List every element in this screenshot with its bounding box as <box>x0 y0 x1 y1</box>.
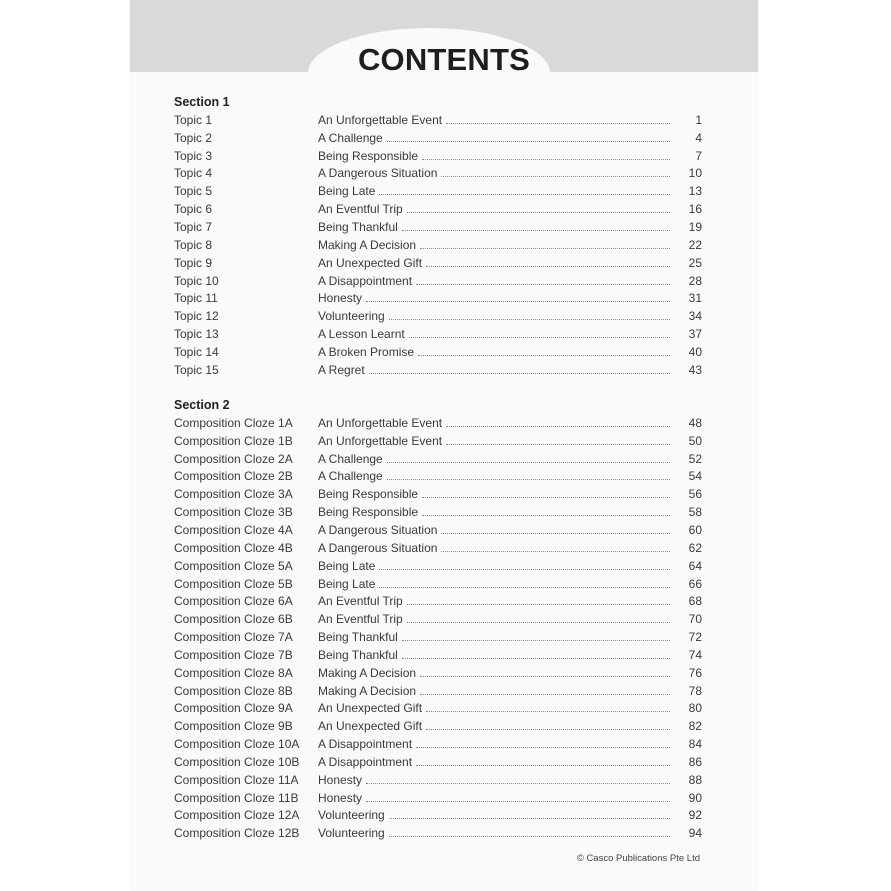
toc-entry-page-number: 58 <box>688 505 702 520</box>
toc-entry-page-number: 62 <box>688 540 702 555</box>
toc-entry-title: Volunteering <box>318 826 385 841</box>
toc-entry <box>174 717 702 735</box>
toc-entry <box>174 325 702 343</box>
toc-entry-title: Being Thankful <box>318 219 398 234</box>
toc-entry-label: Composition Cloze 12A <box>174 808 300 823</box>
toc-entry-label: Composition Cloze 8A <box>174 665 293 680</box>
toc-entry <box>174 361 702 379</box>
toc-entry <box>174 664 702 682</box>
dot-leader <box>379 586 670 588</box>
toc-entry-title: A Disappointment <box>318 273 413 288</box>
toc-entry-title: Volunteering <box>318 309 385 324</box>
toc-entry-label: Composition Cloze 6A <box>174 594 293 609</box>
dot-leader <box>387 461 670 463</box>
toc-entry-label: Composition Cloze 1A <box>174 415 293 430</box>
toc-entry-page-number: 80 <box>688 701 702 716</box>
dot-leader <box>389 318 670 320</box>
toc-entry-title: Making A Decision <box>318 237 417 252</box>
dot-leader <box>409 336 670 338</box>
toc-entry-label: Composition Cloze 5B <box>174 576 293 591</box>
toc-entry-page-number: 48 <box>688 415 702 430</box>
toc-entry-title: Being Late <box>318 184 376 199</box>
toc-entry <box>174 432 702 450</box>
toc-entry-title: Being Responsible <box>318 487 419 502</box>
toc-entry-label: Topic 7 <box>174 219 213 234</box>
toc-entry-page-number: 52 <box>688 451 702 466</box>
toc-entry <box>174 628 702 646</box>
toc-entry-label: Topic 14 <box>174 344 219 359</box>
dot-leader <box>422 514 670 516</box>
toc-entry-title: Honesty <box>318 291 363 306</box>
toc-entry-page-number: 1 <box>695 112 702 127</box>
toc-entry-page-number: 7 <box>695 148 702 163</box>
toc-entry-label: Composition Cloze 10B <box>174 754 300 769</box>
dot-leader <box>407 211 670 213</box>
toc-entry-label: Composition Cloze 4B <box>174 540 293 555</box>
toc-entry <box>174 700 702 718</box>
toc-entry-label: Topic 6 <box>174 202 213 217</box>
toc-entry-label: Composition Cloze 7A <box>174 630 293 645</box>
toc-entry-page-number: 86 <box>688 754 702 769</box>
toc-entry <box>174 646 702 664</box>
toc-entry-label: Composition Cloze 11A <box>174 772 299 787</box>
dot-leader <box>402 639 670 641</box>
toc-entry <box>174 610 702 628</box>
toc-entry-page-number: 82 <box>688 719 702 734</box>
toc-entry <box>174 450 702 468</box>
toc-entry-title: An Unexpected Gift <box>318 719 423 734</box>
toc-entry-label: Topic 2 <box>174 130 213 145</box>
toc-entry <box>174 539 702 557</box>
toc-entry-label: Composition Cloze 4A <box>174 522 293 537</box>
toc-entry-label: Composition Cloze 2A <box>174 451 293 466</box>
dot-leader <box>366 800 670 802</box>
toc-entry-label: Topic 3 <box>174 148 213 163</box>
dot-leader <box>426 710 670 712</box>
dot-leader <box>416 746 670 748</box>
dot-leader <box>416 283 670 285</box>
toc-entry-label: Topic 11 <box>174 291 218 306</box>
page-title: CONTENTS <box>357 42 531 77</box>
toc-entry <box>174 289 702 307</box>
toc-entry-title: An Unforgettable Event <box>318 433 443 448</box>
toc-entry-page-number: 72 <box>688 630 702 645</box>
toc-entry-title: A Broken Promise <box>318 344 415 359</box>
toc-entry-label: Composition Cloze 9B <box>174 719 293 734</box>
document-page <box>130 0 758 891</box>
toc-entry <box>174 254 702 272</box>
toc-entry-label: Composition Cloze 9A <box>174 701 293 716</box>
toc-entry <box>174 503 702 521</box>
dot-leader <box>389 817 670 819</box>
toc-entry <box>174 485 702 503</box>
copyright-footer: © Casco Publications Pte Ltd <box>576 853 700 864</box>
toc-entry-title: Honesty <box>318 772 363 787</box>
toc-entry-title: An Eventful Trip <box>318 594 403 609</box>
toc-entry-label: Composition Cloze 11B <box>174 790 299 805</box>
dot-leader <box>387 478 670 480</box>
toc-entry-page-number: 64 <box>688 558 702 573</box>
dot-leader <box>422 158 670 160</box>
toc-entry-page-number: 56 <box>688 487 702 502</box>
section-2-heading: Section 2 <box>174 398 230 412</box>
toc-entry <box>174 521 702 539</box>
toc-entry-title: A Dangerous Situation <box>318 540 438 555</box>
toc-entry-page-number: 22 <box>688 237 702 252</box>
toc-entry-page-number: 92 <box>688 808 702 823</box>
toc-entry-page-number: 50 <box>688 433 702 448</box>
toc-entry-page-number: 74 <box>688 647 702 662</box>
toc-entry-page-number: 54 <box>688 469 702 484</box>
toc-entry-page-number: 10 <box>688 166 702 181</box>
toc-entry-title: An Unforgettable Event <box>318 415 443 430</box>
toc-entry <box>174 182 702 200</box>
toc-entry-title: Being Late <box>318 558 376 573</box>
toc-entry <box>174 414 702 432</box>
dot-leader <box>407 621 670 623</box>
toc-entry-title: An Unforgettable Event <box>318 112 443 127</box>
dot-leader <box>420 693 670 695</box>
toc-entry-page-number: 4 <box>695 130 702 145</box>
toc-entry-label: Composition Cloze 3A <box>174 487 293 502</box>
dot-leader <box>422 496 670 498</box>
toc-entry <box>174 307 702 325</box>
toc-entry-page-number: 37 <box>688 327 702 342</box>
toc-entry-title: A Lesson Learnt <box>318 327 405 342</box>
dot-leader <box>426 265 670 267</box>
dot-leader <box>420 247 670 249</box>
toc-entry-label: Topic 8 <box>174 237 213 252</box>
toc-entry-page-number: 84 <box>688 737 702 752</box>
toc-entry <box>174 236 702 254</box>
dot-leader <box>446 122 670 124</box>
dot-leader <box>407 603 670 605</box>
toc-entry-title: Being Late <box>318 576 376 591</box>
toc-entry-page-number: 25 <box>688 255 702 270</box>
toc-entry-title: An Unexpected Gift <box>318 255 423 270</box>
toc-entry-page-number: 13 <box>688 184 702 199</box>
toc-entry-label: Topic 5 <box>174 184 213 199</box>
toc-entry-page-number: 31 <box>688 291 702 306</box>
dot-leader <box>387 140 670 142</box>
toc-entry-label: Topic 4 <box>174 166 213 181</box>
toc-entry-page-number: 88 <box>688 772 702 787</box>
toc-entry-page-number: 28 <box>688 273 702 288</box>
dot-leader <box>389 835 670 837</box>
toc-entry-label: Composition Cloze 12B <box>174 826 300 841</box>
dot-leader <box>402 229 670 231</box>
toc-entry-page-number: 76 <box>688 665 702 680</box>
toc-entry-title: A Disappointment <box>318 737 413 752</box>
toc-entry <box>174 111 702 129</box>
toc-entry-page-number: 78 <box>688 683 702 698</box>
toc-entry-title: A Challenge <box>318 130 383 145</box>
toc-entry-label: Topic 1 <box>174 112 213 127</box>
toc-entry-title: Honesty <box>318 790 363 805</box>
section-2-entries <box>174 414 702 842</box>
toc-entry <box>174 592 702 610</box>
toc-entry-label: Composition Cloze 2B <box>174 469 293 484</box>
toc-entry <box>174 343 702 361</box>
toc-entry-page-number: 43 <box>688 362 702 377</box>
toc-entry-title: A Dangerous Situation <box>318 166 438 181</box>
dot-leader <box>441 532 670 534</box>
toc-entry-page-number: 70 <box>688 612 702 627</box>
section-1-entries <box>174 111 702 379</box>
section-1-heading: Section 1 <box>174 95 230 109</box>
dot-leader <box>379 568 670 570</box>
toc-entry <box>174 771 702 789</box>
toc-entry-label: Topic 12 <box>174 309 219 324</box>
toc-entry-label: Composition Cloze 1B <box>174 433 293 448</box>
toc-entry-title: A Disappointment <box>318 754 413 769</box>
toc-entry-page-number: 19 <box>688 219 702 234</box>
dot-leader <box>418 354 670 356</box>
toc-entry <box>174 218 702 236</box>
toc-entry-label: Composition Cloze 7B <box>174 647 293 662</box>
dot-leader <box>441 550 670 552</box>
toc-entry-title: Being Responsible <box>318 148 419 163</box>
dot-leader <box>366 782 670 784</box>
toc-entry <box>174 272 702 290</box>
toc-entry-label: Topic 9 <box>174 255 213 270</box>
toc-entry-title: Making A Decision <box>318 665 417 680</box>
toc-entry <box>174 129 702 147</box>
toc-entry-page-number: 66 <box>688 576 702 591</box>
toc-entry <box>174 468 702 486</box>
toc-entry <box>174 557 702 575</box>
dot-leader <box>366 300 670 302</box>
dot-leader <box>446 443 670 445</box>
toc-entry <box>174 200 702 218</box>
toc-entry-page-number: 94 <box>688 826 702 841</box>
section-2 <box>174 396 702 842</box>
dot-leader <box>416 764 670 766</box>
toc-entry <box>174 682 702 700</box>
toc-entry <box>174 575 702 593</box>
dot-leader <box>426 728 670 730</box>
toc-entry-title: Volunteering <box>318 808 385 823</box>
toc-entry-title: An Unexpected Gift <box>318 701 423 716</box>
section-1 <box>174 93 702 379</box>
toc-entry-title: Making A Decision <box>318 683 417 698</box>
toc-entry <box>174 753 702 771</box>
toc-entry <box>174 147 702 165</box>
toc-entry-page-number: 90 <box>688 790 702 805</box>
toc-entry-label: Composition Cloze 3B <box>174 505 293 520</box>
toc-entry-label: Topic 13 <box>174 327 219 342</box>
toc-entry-page-number: 40 <box>688 344 702 359</box>
toc-entry-title: An Eventful Trip <box>318 202 403 217</box>
toc-entry-label: Composition Cloze 8B <box>174 683 293 698</box>
toc-entry <box>174 789 702 807</box>
dot-leader <box>369 372 670 374</box>
toc-entry-page-number: 16 <box>688 202 702 217</box>
toc-entry-title: A Regret <box>318 362 365 377</box>
dot-leader <box>446 425 670 427</box>
toc-entry-page-number: 60 <box>688 522 702 537</box>
toc-entry-title: Being Thankful <box>318 630 398 645</box>
toc-entry-label: Composition Cloze 5A <box>174 558 293 573</box>
toc-entry <box>174 807 702 825</box>
toc-entry-title: Being Thankful <box>318 647 398 662</box>
toc-entry-label: Composition Cloze 6B <box>174 612 293 627</box>
dot-leader <box>420 675 670 677</box>
toc-entry-title: A Challenge <box>318 451 383 466</box>
toc-entry <box>174 165 702 183</box>
toc-entry-label: Composition Cloze 10A <box>174 737 300 752</box>
toc-entry <box>174 735 702 753</box>
toc-entry-label: Topic 15 <box>174 362 219 377</box>
toc-entry-title: Being Responsible <box>318 505 419 520</box>
dot-leader <box>402 657 670 659</box>
toc-entry-title: A Challenge <box>318 469 383 484</box>
toc-entry-title: A Dangerous Situation <box>318 522 438 537</box>
dot-leader <box>379 193 670 195</box>
toc-entry-page-number: 34 <box>688 309 702 324</box>
toc-entry-page-number: 68 <box>688 594 702 609</box>
toc-entry <box>174 824 702 842</box>
dot-leader <box>441 175 670 177</box>
toc-entry-title: An Eventful Trip <box>318 612 403 627</box>
toc-entry-label: Topic 10 <box>174 273 219 288</box>
